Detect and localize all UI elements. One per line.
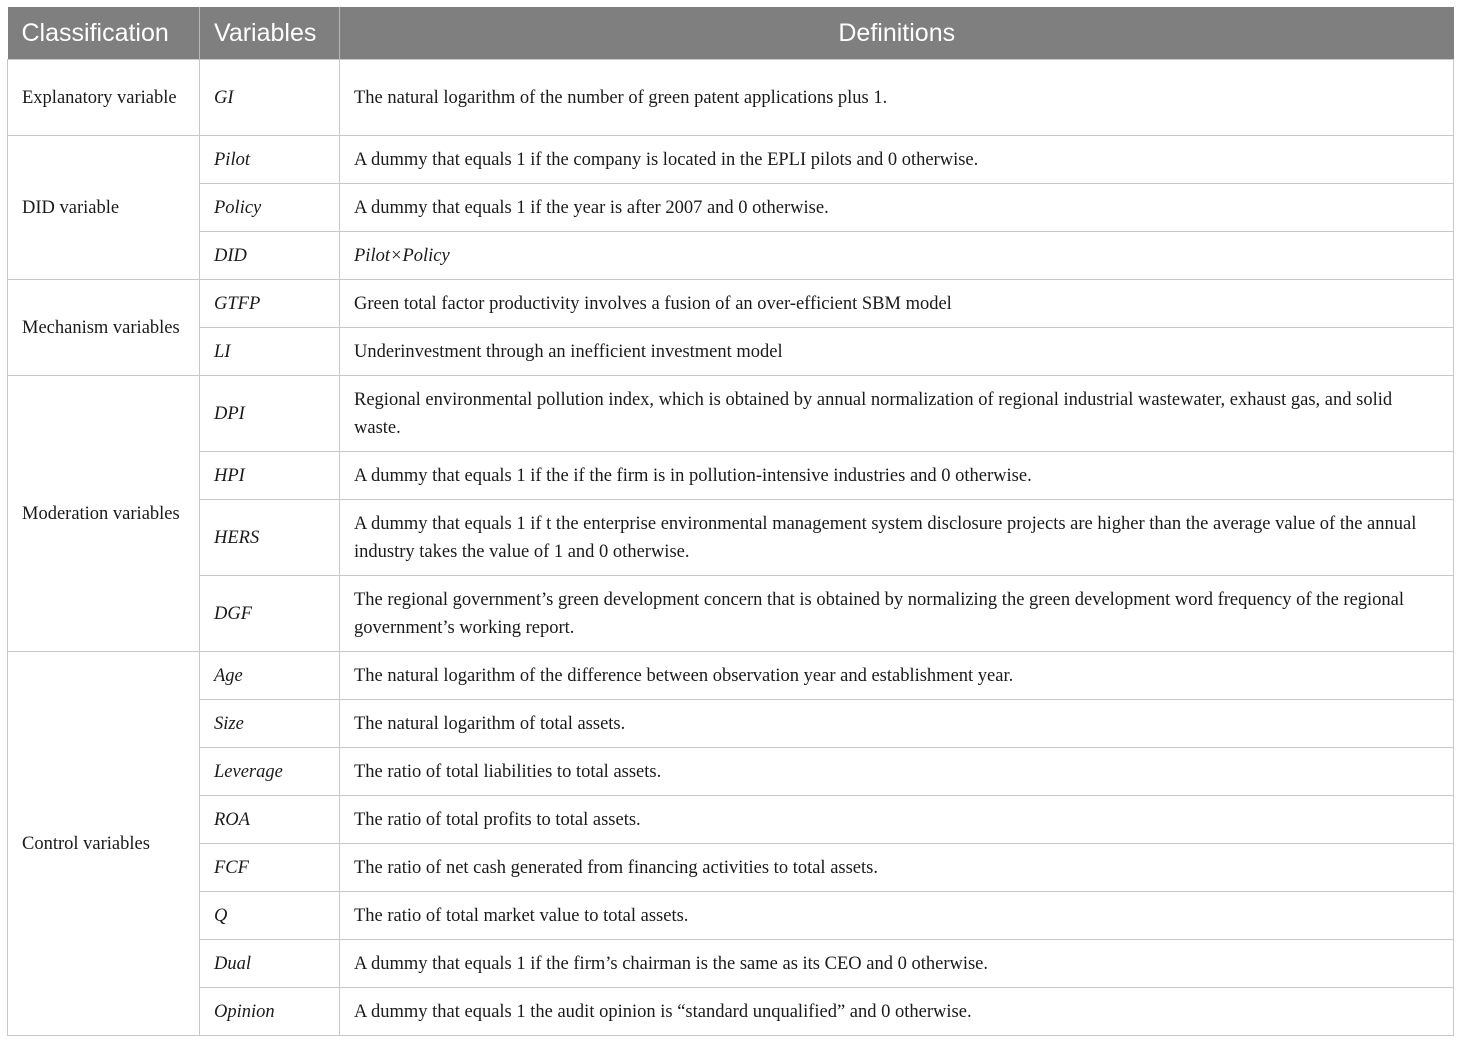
variable-cell: Age	[200, 652, 340, 700]
variable-cell: Policy	[200, 184, 340, 232]
definition-cell: The ratio of total market value to total assets.	[340, 892, 1454, 940]
classification-cell: Explanatory variable	[8, 60, 200, 136]
classification-cell: Control variables	[8, 652, 200, 1036]
definition-cell: Underinvestment through an inefficient investment model	[340, 328, 1454, 376]
table-row	[8, 232, 1454, 280]
definition-cell: The ratio of net cash generated from financing activities to total assets.	[340, 844, 1454, 892]
header-variables: Variables	[200, 7, 340, 60]
variable-cell: GTFP	[200, 280, 340, 328]
variable-cell: FCF	[200, 844, 340, 892]
definition-cell: Pilot×Policy	[340, 232, 1454, 280]
table-row	[8, 652, 1454, 700]
variable-cell: DID	[200, 232, 340, 280]
variable-cell: HERS	[200, 500, 340, 576]
variable-cell: ROA	[200, 796, 340, 844]
variables-table	[7, 7, 1454, 1036]
variable-cell: Size	[200, 700, 340, 748]
variable-cell: Q	[200, 892, 340, 940]
definition-cell: Regional environmental pollution index, which is obtained by annual normalization of regional industrial wastewater, exhaust gas, and solid waste.	[340, 376, 1454, 452]
definition-cell: The natural logarithm of the difference between observation year and establishment year.	[340, 652, 1454, 700]
definition-cell: A dummy that equals 1 if the firm’s chairman is the same as its CEO and 0 otherwise.	[340, 940, 1454, 988]
table-row	[8, 328, 1454, 376]
table-row	[8, 940, 1454, 988]
table-row	[8, 500, 1454, 576]
definition-cell: The regional government’s green development concern that is obtained by normalizing the green development word frequency of the regional government’s working report.	[340, 576, 1454, 652]
table-row	[8, 184, 1454, 232]
definition-cell: A dummy that equals 1 if the if the firm is in pollution-intensive industries and 0 otherwise.	[340, 452, 1454, 500]
definition-cell: A dummy that equals 1 the audit opinion is “standard unqualified” and 0 otherwise.	[340, 988, 1454, 1036]
variable-cell: LI	[200, 328, 340, 376]
header-definitions: Definitions	[340, 7, 1454, 60]
variable-cell: Leverage	[200, 748, 340, 796]
classification-cell: DID variable	[8, 136, 200, 280]
classification-cell: Moderation variables	[8, 376, 200, 652]
variable-cell: Pilot	[200, 136, 340, 184]
definition-cell: A dummy that equals 1 if the year is after 2007 and 0 otherwise.	[340, 184, 1454, 232]
table-row	[8, 452, 1454, 500]
definition-cell: Green total factor productivity involves a fusion of an over-efficient SBM model	[340, 280, 1454, 328]
table-row	[8, 796, 1454, 844]
variable-cell: Dual	[200, 940, 340, 988]
definition-cell: A dummy that equals 1 if the company is located in the EPLI pilots and 0 otherwise.	[340, 136, 1454, 184]
table-row	[8, 700, 1454, 748]
variable-cell: DGF	[200, 576, 340, 652]
table-row	[8, 892, 1454, 940]
table-row	[8, 60, 1454, 136]
variable-cell: HPI	[200, 452, 340, 500]
definition-cell: The ratio of total liabilities to total assets.	[340, 748, 1454, 796]
table-row	[8, 748, 1454, 796]
table-row	[8, 988, 1454, 1036]
definition-cell: A dummy that equals 1 if t the enterprise environmental management system disclosure projects are higher than the average value of the annual industry takes the value of 1 and 0 otherwise.	[340, 500, 1454, 576]
table-row	[8, 376, 1454, 452]
variable-cell: DPI	[200, 376, 340, 452]
table-header-row	[8, 7, 1454, 60]
classification-cell: Mechanism variables	[8, 280, 200, 376]
table-row	[8, 280, 1454, 328]
definition-cell: The ratio of total profits to total assets.	[340, 796, 1454, 844]
table-row	[8, 576, 1454, 652]
definition-cell: The natural logarithm of the number of green patent applications plus 1.	[340, 60, 1454, 136]
variables-table-container	[7, 7, 1453, 1036]
variable-cell: GI	[200, 60, 340, 136]
table-row	[8, 844, 1454, 892]
definition-cell: The natural logarithm of total assets.	[340, 700, 1454, 748]
header-classification: Classification	[8, 7, 200, 60]
table-row	[8, 136, 1454, 184]
variable-cell: Opinion	[200, 988, 340, 1036]
